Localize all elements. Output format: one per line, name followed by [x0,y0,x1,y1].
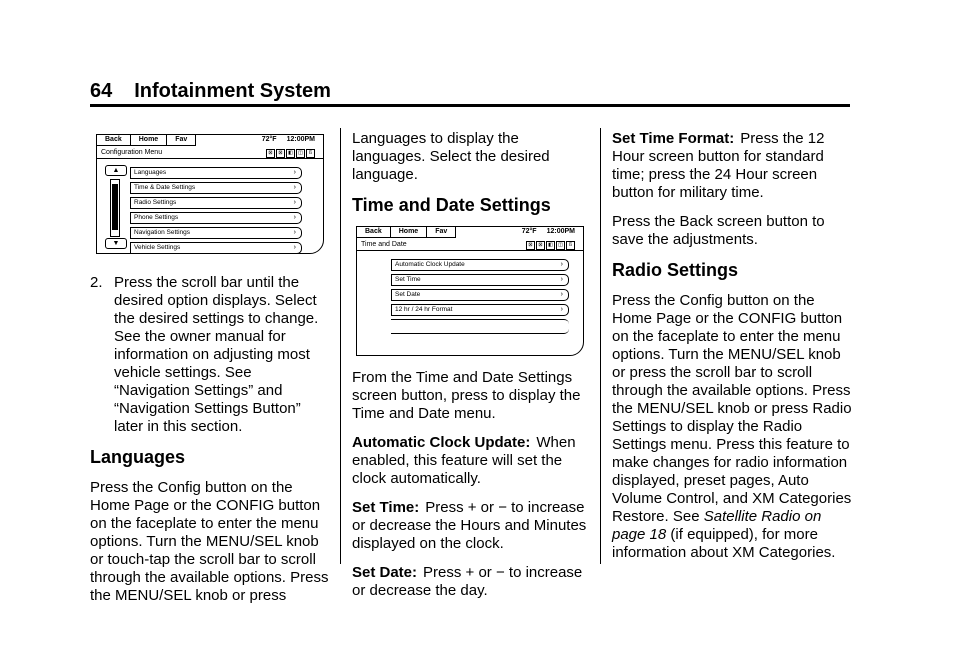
column-1 [90,274,330,616]
clock: 12:00PM [546,228,575,235]
radio-settings-heading: Radio Settings [612,260,739,280]
set-date-paragraph [352,564,592,600]
column-3 [612,130,852,573]
time-format-text: Press the 12 Hour screen button for standard time; press the 24 Hour screen button for military time. [612,130,825,201]
signal-icon: ⊠ [266,149,275,158]
mute-icon: ⊠ [536,241,545,250]
chevron-right-icon: › [293,184,296,191]
temperature: 72°F [521,228,537,235]
menu-item-empty [391,319,569,334]
auto-clock-update-term: Automatic Clock Update: [352,434,531,451]
time-date-heading: Time and Date Settings [352,195,551,215]
radio-settings-text-end: (if equipped), for more information about XM Categories. [612,526,836,561]
radio-settings-text: Press the Config button on the Home Page or the CONFIG button on the faceplate to enter the menu options. Turn the MENU/SEL knob or press the scroll bar to scroll through the available options. Press the MENU/SEL knob or press Radio Settings to display the Radio Settings menu. Press this feature to make changes for radio information displayed, preset pages, Auto Volume Control, and XM Categories Restore. See [612,292,852,525]
fav-tab[interactable]: Fav [427,227,456,238]
column-divider [600,128,601,564]
time-date-screen [356,226,584,356]
menu-list [391,259,569,334]
page-header [90,80,331,103]
menu-item-time-format[interactable] [391,304,569,316]
menu-item-label: Radio Settings [134,199,177,206]
menu-item-set-date[interactable] [391,289,569,301]
menu-item-label: Set Date [395,291,421,298]
chevron-right-icon: › [293,169,296,176]
chevron-right-icon: › [293,229,296,236]
chevron-right-icon: › [293,214,296,221]
languages-paragraph: Press the Config button on the Home Page or the CONFIG button on the faceplate to enter the menu options. Turn the MENU/SEL knob or touch-tap the scroll bar to scroll through the available options. Press the MENU/SEL knob or press [90,479,329,604]
up-arrow-icon: ▲ [112,167,120,174]
menu-item-label: Time & Date Settings [134,184,196,191]
set-date-term: Set Date: [352,564,418,581]
phone-icon: ◫ [556,241,565,250]
menu-item-radio-settings[interactable] [130,197,302,209]
scroll-down-button[interactable] [105,238,127,249]
status-icons [266,149,315,158]
chevron-right-icon: › [560,276,563,283]
set-date-text: Press + or − to increase or decrease the day. [352,564,583,599]
status-readout [512,228,575,235]
time-format-paragraph [612,130,852,202]
menu-item-label: Vehicle Settings [134,244,181,251]
set-time-text: Press + or − to increase or decrease the Hours and Minutes displayed on the clock. [352,499,587,552]
menu-item-label: 12 hr / 24 hr Format [395,306,453,313]
chevron-right-icon: › [560,306,563,313]
section-title: Infotainment System [134,80,331,102]
menu-item-label: Phone Settings [134,214,179,221]
languages-continued: Languages to display the languages. Select the desired language. [352,130,550,183]
languages-heading: Languages [90,447,186,467]
scroll-up-button[interactable] [105,165,127,176]
menu-item-label: Languages [134,169,167,176]
step-number: 2. [90,274,103,291]
mute-icon: ⊠ [276,149,285,158]
set-time-term: Set Time: [352,499,420,516]
menu-item-label: Set Time [395,276,421,283]
bluetooth-icon: ß [306,149,315,158]
temperature: 72°F [261,136,277,143]
time-date-intro: From the Time and Date Settings screen button, press to display the Time and Date menu. [352,369,581,422]
menu-list [130,167,302,257]
step-list [90,274,330,436]
menu-item-phone-settings[interactable] [130,212,302,224]
menu-title: Time and Date [361,241,407,248]
clock: 12:00PM [286,136,315,143]
speaker-icon: ◧ [546,241,555,250]
status-icons [526,241,575,250]
back-tab[interactable]: Back [97,135,131,146]
menu-item-set-time[interactable] [391,274,569,286]
screen-tab-bar [97,135,196,146]
back-button-paragraph: Press the Back screen button to save the adjustments. [612,213,825,248]
step-text: Press the scroll bar until the desired option displays. Select the desired settings to change. See the owner manual for information on adjusting most vehicle settings. See “Navigation Settings” and “Navigation Settings Button” later in this section. [114,274,319,435]
screen-tab-bar [357,227,456,238]
auto-clock-update-text: When enabled, this feature will set the clock automatically. [352,434,576,487]
home-tab[interactable]: Home [131,135,167,146]
page-number: 64 [90,80,113,102]
scroll-thumb[interactable] [112,184,118,230]
title-separator [357,250,583,251]
column-2-lower [352,369,592,611]
chevron-right-icon: › [560,261,563,268]
bluetooth-icon: ß [566,241,575,250]
title-separator [97,158,323,159]
menu-item-vehicle-settings[interactable] [130,242,302,254]
chevron-right-icon: › [293,199,296,206]
menu-item-navigation-settings[interactable] [130,227,302,239]
scroll-bar[interactable] [110,179,120,237]
menu-item-automatic-clock-update[interactable] [391,259,569,271]
menu-item-label: Automatic Clock Update [395,261,465,268]
set-time-paragraph [352,499,592,553]
column-divider [340,128,341,564]
chevron-right-icon: › [293,244,296,251]
menu-item-languages[interactable] [130,167,302,179]
column-2 [352,130,592,227]
auto-clock-update-paragraph [352,434,592,488]
time-format-term: Set Time Format: [612,130,735,147]
list-item [90,274,330,436]
satellite-radio-link[interactable]: Satellite Radio on page 18 [612,508,822,543]
signal-icon: ⊠ [526,241,535,250]
fav-tab[interactable]: Fav [167,135,196,146]
down-arrow-icon: ▼ [112,240,120,247]
back-tab[interactable]: Back [357,227,391,238]
home-tab[interactable]: Home [391,227,427,238]
header-rule [90,104,850,107]
speaker-icon: ◧ [286,149,295,158]
phone-icon: ◫ [296,149,305,158]
menu-title: Configuration Menu [101,149,163,156]
menu-item-time-date-settings[interactable] [130,182,302,194]
menu-item-label: Navigation Settings [134,229,191,236]
chevron-right-icon: › [560,291,563,298]
config-menu-screen [96,134,324,254]
radio-settings-paragraph [612,292,852,562]
status-readout [252,136,315,143]
